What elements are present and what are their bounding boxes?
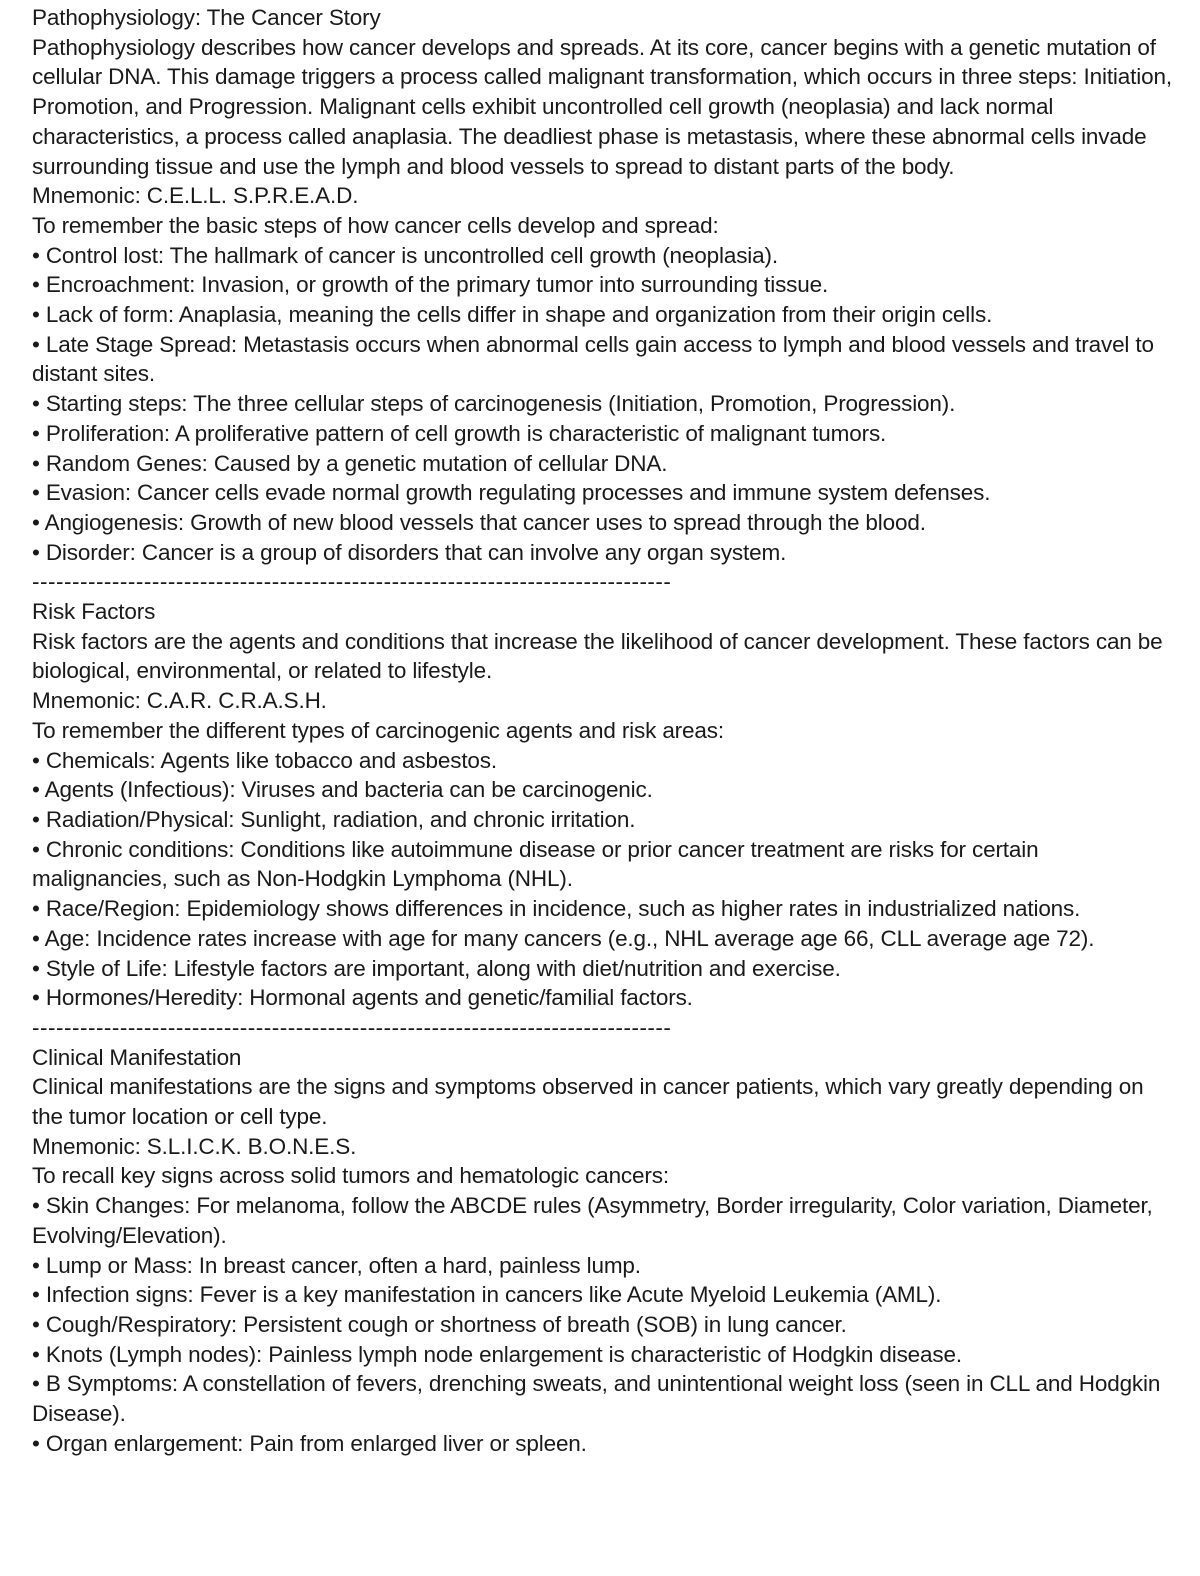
bullet-item: • B Symptoms: A constellation of fevers, drenching sweats, and unintentional weight loss (seen in CLL and Hodgkin Disease). [32,1371,1161,1427]
bullet-item: • Encroachment: Invasion, or growth of the primary tumor into surrounding tissue. [32,272,829,298]
bullet-item: • Knots (Lymph nodes): Painless lymph node enlargement is characteristic of Hodgkin disease. [32,1341,962,1367]
bullet-item: • Skin Changes: For melanoma, follow the ABCDE rules (Asymmetry, Border irregularity, Color variation, Diameter, Evolving/Elevation). [32,1193,1153,1248]
bullet-item: • Cough/Respiratory: Persistent cough or shortness of breath (SOB) in lung cancer. [32,1311,847,1337]
mnemonic-intro: To remember the different types of carcinogenic agents and risk areas: [32,717,724,743]
bullet-item: • Age: Incidence rates increase with age for many cancers (e.g., NHL average age 66, CLL average age 72). [32,925,1095,951]
section-risk-factors [32,597,1172,1043]
section-divider: -------------------------------------------------------------------------------- [32,569,672,595]
section-description: Pathophysiology describes how cancer develops and spreads. At its core, cancer begins with a genetic mutation of cellular DNA. This damage triggers a process called malignant transformation, which occurs in three steps: Initiation, Promotion, and Progression. Malignant cells exhibit uncontrolled cell growth (neoplasia) and lack normal characteristics, a process called anaplasia. The deadliest phase is metastasis, where these abnormal cells invade surrounding tissue and use the lymph and blood vessels to spread to distant parts of the body. [32,34,1172,179]
section-title: Risk Factors [32,599,156,625]
bullet-item: • Radiation/Physical: Sunlight, radiation, and chronic irritation. [32,806,636,832]
section-description: Clinical manifestations are the signs and symptoms observed in cancer patients, which vary greatly depending on the tumor location or cell type. [32,1074,1144,1130]
bullet-item: • Random Genes: Caused by a genetic mutation of cellular DNA. [32,450,668,476]
bullet-item: • Lump or Mass: In breast cancer, often a hard, painless lump. [32,1252,641,1278]
section-clinical-manifestation [32,1043,1172,1459]
bullet-item: • Proliferation: A proliferative pattern of cell growth is characteristic of malignant tumors. [32,420,887,446]
section-divider: -------------------------------------------------------------------------------- [32,1014,672,1040]
mnemonic-intro: To recall key signs across solid tumors and hematologic cancers: [32,1163,669,1189]
section-pathophysiology [32,3,1172,597]
document-body [32,3,1172,1458]
section-title: Clinical Manifestation [32,1044,242,1070]
bullet-item: • Control lost: The hallmark of cancer is uncontrolled cell growth (neoplasia). [32,242,778,268]
bullet-item: • Style of Life: Lifestyle factors are important, along with diet/nutrition and exercise. [32,955,841,981]
mnemonic-line: Mnemonic: C.A.R. C.R.A.S.H. [32,688,327,714]
section-description: Risk factors are the agents and conditions that increase the likelihood of cancer development. These factors can be biological, environmental, or related to lifestyle. [32,628,1163,684]
bullet-item: • Starting steps: The three cellular steps of carcinogenesis (Initiation, Promotion, Progression). [32,391,956,417]
mnemonic-line: Mnemonic: C.E.L.L. S.P.R.E.A.D. [32,183,359,209]
bullet-item: • Disorder: Cancer is a group of disorders that can involve any organ system. [32,539,787,565]
bullet-item: • Agents (Infectious): Viruses and bacteria can be carcinogenic. [32,777,653,803]
bullet-item: • Evasion: Cancer cells evade normal growth regulating processes and immune system defenses. [32,480,991,506]
bullet-item: • Lack of form: Anaplasia, meaning the cells differ in shape and organization from their origin cells. [32,302,993,328]
mnemonic-line: Mnemonic: S.L.I.C.K. B.O.N.E.S. [32,1133,357,1159]
section-title: Pathophysiology: The Cancer Story [32,5,381,30]
bullet-item: • Angiogenesis: Growth of new blood vessels that cancer uses to spread through the blood. [32,509,926,535]
bullet-item: • Race/Region: Epidemiology shows differences in incidence, such as higher rates in industrialized nations. [32,896,1081,922]
bullet-item: • Chronic conditions: Conditions like autoimmune disease or prior cancer treatment are risks for certain malignancies, such as Non-Hodgkin Lymphoma (NHL). [32,836,1039,892]
mnemonic-intro: To remember the basic steps of how cancer cells develop and spread: [32,212,719,238]
bullet-item: • Late Stage Spread: Metastasis occurs when abnormal cells gain access to lymph and blood vessels and travel to distant sites. [32,331,1154,387]
bullet-item: • Hormones/Heredity: Hormonal agents and genetic/familial factors. [32,985,693,1011]
bullet-item: • Organ enlargement: Pain from enlarged liver or spleen. [32,1430,587,1456]
bullet-item: • Chemicals: Agents like tobacco and asbestos. [32,747,497,773]
bullet-item: • Infection signs: Fever is a key manifestation in cancers like Acute Myeloid Leukemia (AML). [32,1282,942,1308]
